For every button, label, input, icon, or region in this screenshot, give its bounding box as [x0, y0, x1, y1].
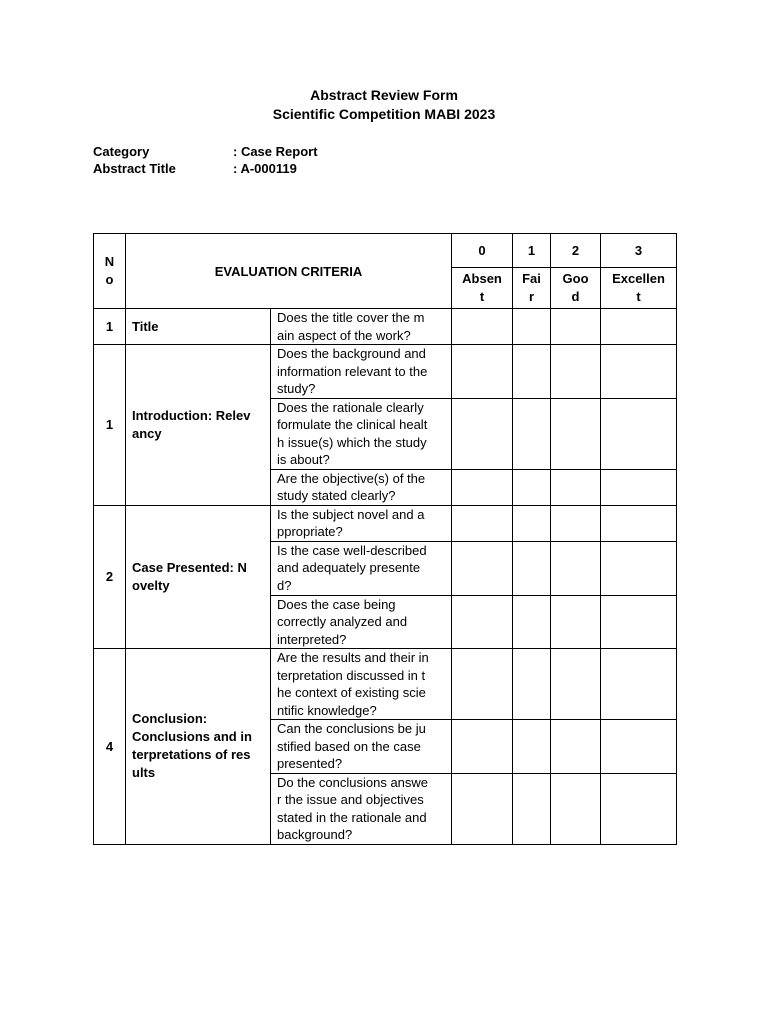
criteria-body [94, 309, 677, 845]
score-0-label [452, 268, 513, 309]
category-value: : Case Report [233, 144, 318, 159]
score-cell-1[interactable] [513, 720, 551, 774]
score-cell-0[interactable] [452, 309, 513, 345]
no-header [94, 234, 126, 309]
score-2-value: 2 [551, 234, 601, 268]
score-cell-0[interactable] [452, 469, 513, 505]
criteria-question: Does the background and information relevant to the study? [271, 345, 452, 399]
score-3-label-text: Excellen t [612, 271, 665, 304]
score-cell-1[interactable] [513, 469, 551, 505]
score-cell-1[interactable] [513, 345, 551, 399]
criteria-question: Are the objective(s) of the study stated clearly? [271, 469, 452, 505]
score-cell-3[interactable] [601, 309, 677, 345]
score-cell-0[interactable] [452, 345, 513, 399]
criteria-question: Can the conclusions be ju stified based on the case presented? [271, 720, 452, 774]
section-number: 1 [94, 309, 126, 345]
form-subtitle: Scientific Competition MABI 2023 [272, 106, 496, 122]
score-3-value: 3 [601, 234, 677, 268]
score-1-value: 1 [513, 234, 551, 268]
score-cell-2[interactable] [551, 595, 601, 649]
score-1-label-text: Fai r [522, 271, 541, 304]
no-header-text: N o [104, 254, 115, 287]
section-name: Title [126, 309, 271, 345]
score-cell-2[interactable] [551, 469, 601, 505]
score-cell-2[interactable] [551, 309, 601, 345]
criteria-question: Is the case well-described and adequately presente d? [271, 541, 452, 595]
score-cell-3[interactable] [601, 649, 677, 720]
section-number: 4 [94, 649, 126, 845]
category-row [93, 143, 318, 160]
criteria-question: Is the subject novel and a ppropriate? [271, 505, 452, 541]
score-cell-1[interactable] [513, 541, 551, 595]
score-2-label-text: Goo d [562, 271, 589, 304]
score-cell-3[interactable] [601, 345, 677, 399]
form-meta [93, 143, 318, 177]
criteria-question: Are the results and their in terpretation discussed in t he context of existing scie ntific knowledge? [271, 649, 452, 720]
table-row [94, 309, 677, 345]
score-cell-0[interactable] [452, 505, 513, 541]
score-cell-0[interactable] [452, 541, 513, 595]
form-title: Abstract Review Form [310, 87, 458, 103]
section-name: Introduction: Relev ancy [126, 345, 271, 506]
criteria-question: Does the case being correctly analyzed and interpreted? [271, 595, 452, 649]
score-cell-3[interactable] [601, 505, 677, 541]
criteria-question: Do the conclusions answe r the issue and objectives stated in the rationale and background? [271, 773, 452, 844]
score-cell-0[interactable] [452, 773, 513, 844]
score-cell-1[interactable] [513, 398, 551, 469]
table-row [94, 649, 677, 720]
section-number: 1 [94, 345, 126, 506]
score-cell-2[interactable] [551, 773, 601, 844]
section-number: 2 [94, 505, 126, 649]
score-cell-2[interactable] [551, 505, 601, 541]
score-cell-1[interactable] [513, 773, 551, 844]
abstract-title-label: Abstract Title [93, 161, 176, 176]
section-name: Conclusion: Conclusions and in terpretations of res ults [126, 649, 271, 845]
score-cell-2[interactable] [551, 345, 601, 399]
score-cell-3[interactable] [601, 469, 677, 505]
score-value-row [94, 234, 677, 268]
criteria-header: EVALUATION CRITERIA [126, 234, 452, 309]
score-cell-1[interactable] [513, 595, 551, 649]
section-name: Case Presented: N ovelty [126, 505, 271, 649]
criteria-question: Does the rationale clearly formulate the clinical healt h issue(s) which the study is about? [271, 398, 452, 469]
score-cell-3[interactable] [601, 595, 677, 649]
table-row [94, 505, 677, 541]
score-cell-2[interactable] [551, 720, 601, 774]
score-0-value: 0 [452, 234, 513, 268]
abstract-title-row [93, 160, 318, 177]
score-1-label [513, 268, 551, 309]
evaluation-table [93, 233, 677, 845]
score-cell-1[interactable] [513, 649, 551, 720]
score-cell-3[interactable] [601, 720, 677, 774]
score-3-label [601, 268, 677, 309]
score-cell-1[interactable] [513, 309, 551, 345]
score-cell-3[interactable] [601, 398, 677, 469]
score-cell-0[interactable] [452, 595, 513, 649]
score-cell-3[interactable] [601, 541, 677, 595]
score-cell-2[interactable] [551, 541, 601, 595]
score-cell-0[interactable] [452, 720, 513, 774]
criteria-question: Does the title cover the m ain aspect of the work? [271, 309, 452, 345]
table-row [94, 345, 677, 399]
abstract-title-value: : A-000119 [233, 161, 297, 176]
score-cell-0[interactable] [452, 649, 513, 720]
score-cell-3[interactable] [601, 773, 677, 844]
category-label: Category [93, 144, 150, 159]
score-cell-2[interactable] [551, 649, 601, 720]
score-0-label-text: Absen t [462, 271, 502, 304]
score-2-label [551, 268, 601, 309]
score-cell-1[interactable] [513, 505, 551, 541]
score-cell-0[interactable] [452, 398, 513, 469]
score-cell-2[interactable] [551, 398, 601, 469]
